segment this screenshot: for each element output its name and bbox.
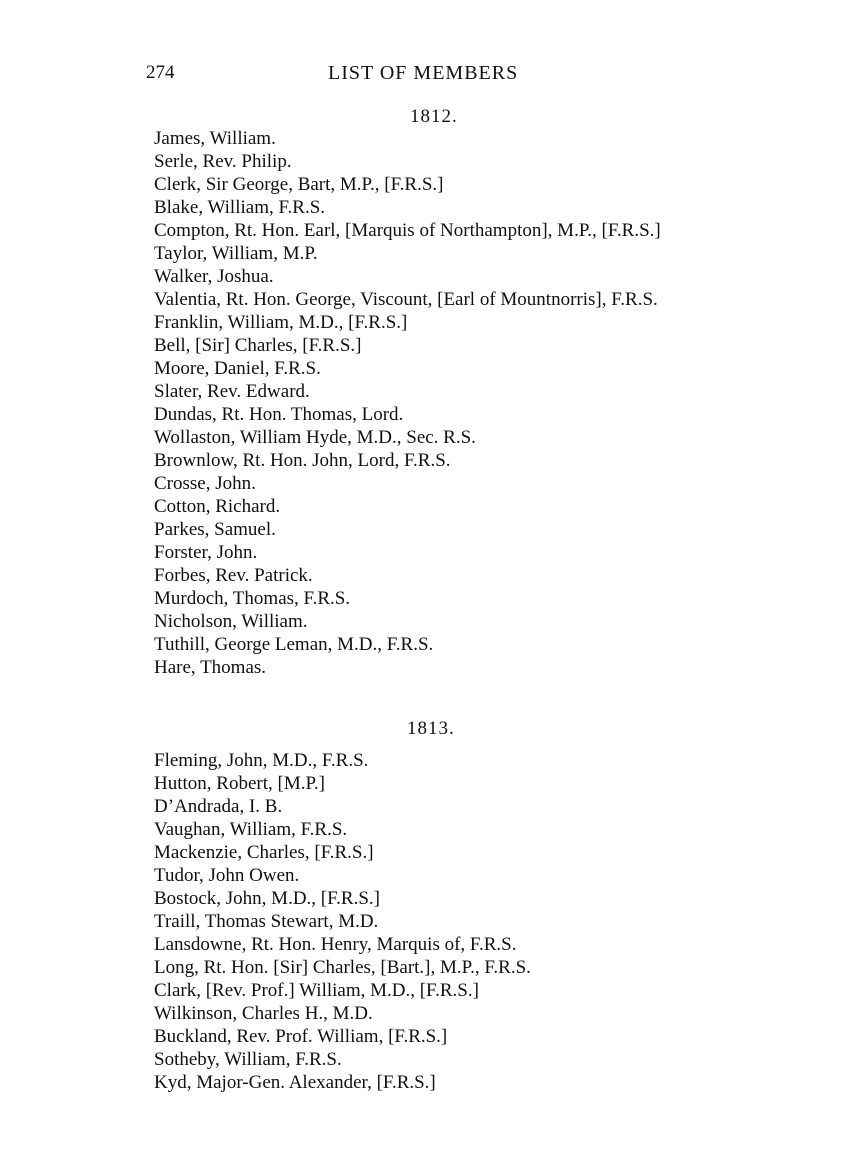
member-entry: Wilkinson, Charles H., M.D.	[154, 1003, 373, 1024]
member-entry: Cotton, Richard.	[154, 496, 281, 517]
member-entry: Murdoch, Thomas, F.R.S.	[154, 588, 351, 609]
member-entry: Wollaston, William Hyde, M.D., Sec. R.S.	[154, 427, 476, 448]
member-entry: Tuthill, George Leman, M.D., F.R.S.	[154, 634, 434, 655]
member-entry: Parkes, Samuel.	[154, 519, 276, 540]
member-entry: Fleming, John, M.D., F.R.S.	[154, 750, 369, 771]
member-entry: Compton, Rt. Hon. Earl, [Marquis of Northampton], M.P., [F.R.S.]	[154, 220, 661, 241]
member-entry: Bell, [Sir] Charles, [F.R.S.]	[154, 335, 362, 356]
member-entry: Forster, John.	[154, 542, 258, 563]
member-entry: Valentia, Rt. Hon. George, Viscount, [Earl of Mountnorris], F.R.S.	[154, 289, 658, 310]
member-entry: Lansdowne, Rt. Hon. Henry, Marquis of, F.R.S.	[154, 934, 517, 955]
member-entry: Brownlow, Rt. Hon. John, Lord, F.R.S.	[154, 450, 451, 471]
member-entry: Buckland, Rev. Prof. William, [F.R.S.]	[154, 1026, 448, 1047]
section-year-heading: 1813.	[407, 718, 455, 739]
member-entry: Walker, Joshua.	[154, 266, 274, 287]
member-list-1813	[154, 749, 714, 1094]
member-entry: Nicholson, William.	[154, 611, 308, 632]
section-year-heading: 1812.	[410, 106, 458, 127]
member-entry: Sotheby, William, F.R.S.	[154, 1049, 342, 1070]
member-entry: Crosse, John.	[154, 473, 256, 494]
member-entry: Taylor, William, M.P.	[154, 243, 318, 264]
member-entry: D’Andrada, I. B.	[154, 796, 283, 817]
member-entry: Traill, Thomas Stewart, M.D.	[154, 911, 379, 932]
member-entry: Tudor, John Owen.	[154, 865, 300, 886]
member-entry: Franklin, William, M.D., [F.R.S.]	[154, 312, 408, 333]
member-entry: Slater, Rev. Edward.	[154, 381, 310, 402]
member-entry: Long, Rt. Hon. [Sir] Charles, [Bart.], M.P., F.R.S.	[154, 957, 531, 978]
member-entry: Moore, Daniel, F.R.S.	[154, 358, 321, 379]
member-entry: Mackenzie, Charles, [F.R.S.]	[154, 842, 374, 863]
member-entry: Blake, William, F.R.S.	[154, 197, 326, 218]
page-number: 274	[146, 62, 175, 83]
member-entry: Vaughan, William, F.R.S.	[154, 819, 348, 840]
member-entry: Clerk, Sir George, Bart, M.P., [F.R.S.]	[154, 174, 444, 195]
member-entry: Hutton, Robert, [M.P.]	[154, 773, 325, 794]
member-entry: Bostock, John, M.D., [F.R.S.]	[154, 888, 380, 909]
member-entry: James, William.	[154, 128, 276, 149]
member-list-1812	[154, 127, 714, 679]
member-entry: Forbes, Rev. Patrick.	[154, 565, 313, 586]
member-entry: Hare, Thomas.	[154, 657, 267, 678]
member-entry: Dundas, Rt. Hon. Thomas, Lord.	[154, 404, 404, 425]
member-entry: Serle, Rev. Philip.	[154, 151, 292, 172]
member-entry: Clark, [Rev. Prof.] William, M.D., [F.R.S.]	[154, 980, 479, 1001]
running-title: LIST OF MEMBERS	[328, 62, 519, 84]
member-entry: Kyd, Major-Gen. Alexander, [F.R.S.]	[154, 1072, 436, 1093]
